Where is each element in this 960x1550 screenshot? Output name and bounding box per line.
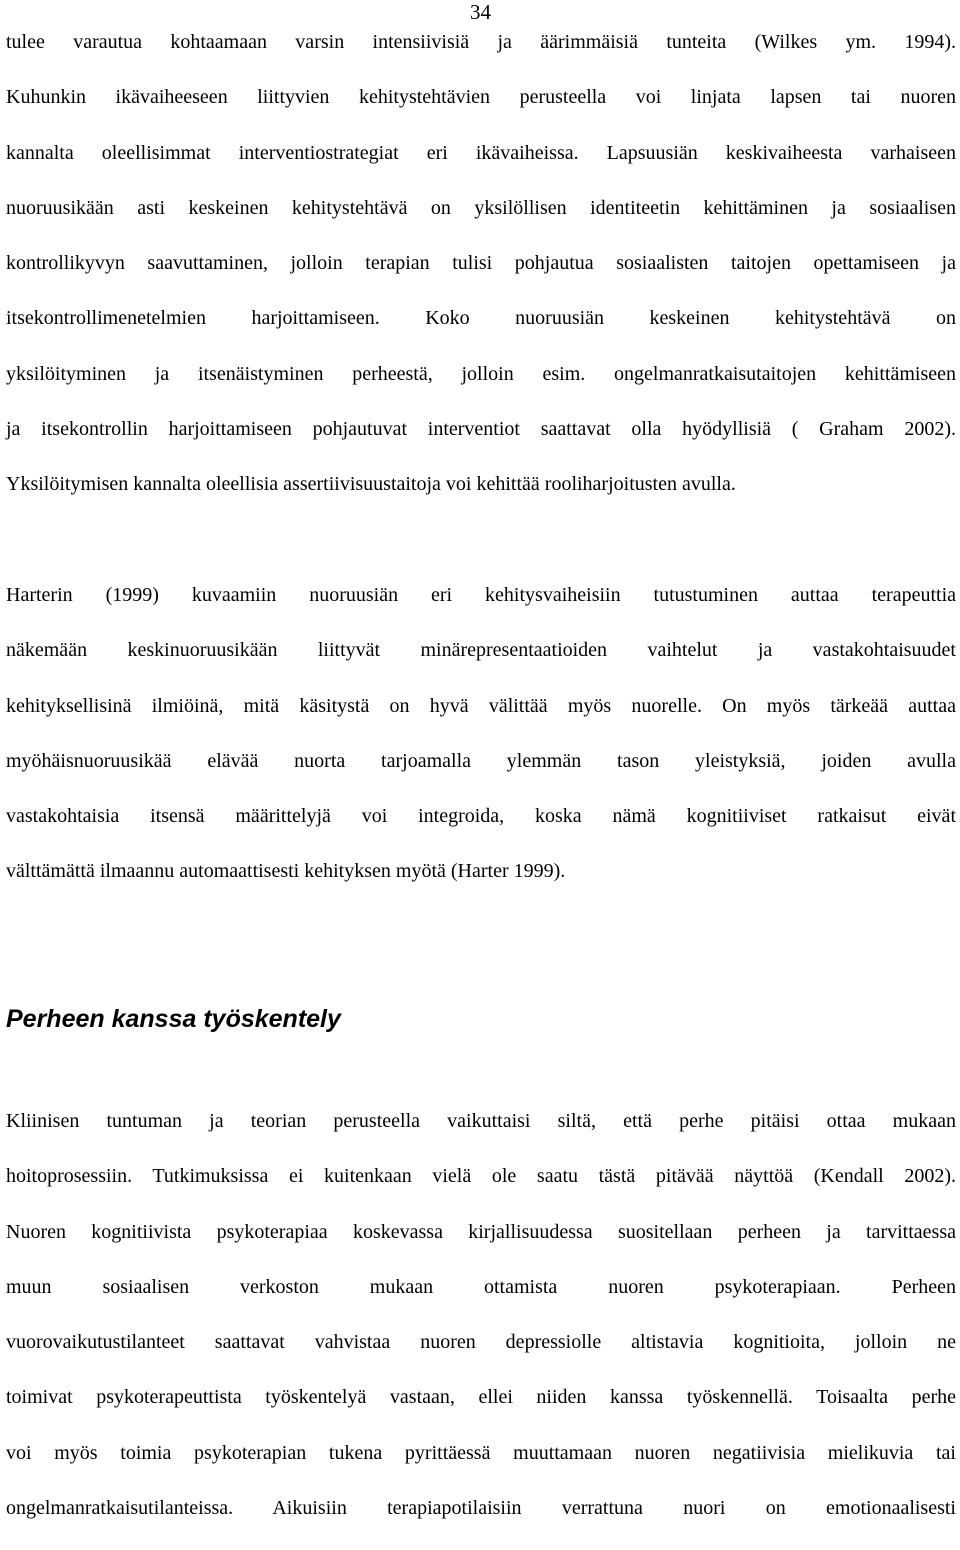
text-line: kehityksellisinä ilmiöinä, mitä käsitystä on hyvä välittää myös nuorelle. On myös tärkeää auttaa [6, 694, 956, 717]
text-line: ongelmanratkaisutilanteissa. Aikuisiin terapiapotilaisiin verrattuna nuori on emotionaalisesti [6, 1497, 956, 1520]
text-line: voi myös toimia psykoterapian tukena pyrittäessä muuttamaan nuoren negatiivisia mielikuvia tai [6, 1441, 956, 1464]
text-line: myöhäisnuoruusikää elävää nuorta tarjoamalla ylemmän tason yleistyksiä, joiden avulla [6, 749, 956, 772]
paragraph-harter [6, 582, 956, 914]
text-line: välttämättä ilmaannu automaattisesti kehityksen myötä (Harter 1999). [6, 860, 566, 883]
text-line: tulee varautua kohtaamaan varsin intensiivisiä ja äärimmäisiä tunteita (Wilkes ym. 1994). [6, 31, 956, 53]
paragraph-family-work [6, 1108, 956, 1550]
text-line: vuorovaikutustilanteet saattavat vahvistaa nuoren depressiolle altistavia kognitioita, jolloin ne [6, 1331, 956, 1354]
text-line: yksilöityminen ja itsenäistyminen perheestä, jolloin esim. ongelmanratkaisutaitojen kehittämiseen [6, 362, 956, 385]
text-line: toimivat psykoterapeuttista työskentelyä vastaan, ellei niiden kanssa työskennellä. Toisaalta perhe [6, 1386, 956, 1409]
text-line: näkemään keskinuoruusikään liittyvät minärepresentaatioiden vaihtelut ja vastakohtaisuudet [6, 639, 956, 662]
section-heading: Perheen kanssa työskentely [6, 1005, 341, 1033]
paragraph-interventions-by-age [6, 29, 956, 527]
page-number: 34 [470, 0, 491, 24]
text-line: kontrollikyvyn saavuttaminen, jolloin terapian tulisi pohjautua sosiaalisten taitojen opettamiseen ja [6, 252, 956, 275]
text-line: Harterin (1999) kuvaamiin nuoruusiän eri kehitysvaiheisiin tutustuminen auttaa terapeuttia [6, 584, 956, 606]
text-line: Nuoren kognitiivista psykoterapiaa koskevassa kirjallisuudessa suositellaan perheen ja tarvittaessa [6, 1220, 956, 1243]
text-line: vastakohtaisia itsensä määrittelyjä voi integroida, koska nämä kognitiiviset ratkaisut eivät [6, 805, 956, 828]
text-line: kannalta oleellisimmat interventiostrategiat eri ikävaiheissa. Lapsuusiän keskivaiheesta varhaiseen [6, 141, 956, 164]
text-line: Yksilöitymisen kannalta oleellisia assertiivisuustaitoja voi kehittää rooliharjoitusten avulla. [6, 473, 736, 496]
text-line: muun sosiaalisen verkoston mukaan ottamista nuoren psykoterapiaan. Perheen [6, 1275, 956, 1298]
text-line: itsekontrollimenetelmien harjoittamiseen. Koko nuoruusiän keskeinen kehitystehtävä on [6, 307, 956, 330]
text-line: ja itsekontrollin harjoittamiseen pohjautuvat interventiot saattavat olla hyödyllisiä ( Graham 2002). [6, 418, 956, 441]
text-line: Kuhunkin ikävaiheeseen liittyvien kehitystehtävien perusteella voi linjata lapsen tai nuoren [6, 86, 956, 109]
text-line: hoitoprosessiin. Tutkimuksissa ei kuitenkaan vielä ole saatu tästä pitävää näyttöä (Kendall 2002). [6, 1165, 956, 1188]
text-line: nuoruusikään asti keskeinen kehitystehtävä on yksilöllisen identiteetin kehittäminen ja sosiaalisen [6, 196, 956, 219]
text-line: Kliinisen tuntuman ja teorian perusteella vaikuttaisi siltä, että perhe pitäisi ottaa mukaan [6, 1110, 956, 1132]
